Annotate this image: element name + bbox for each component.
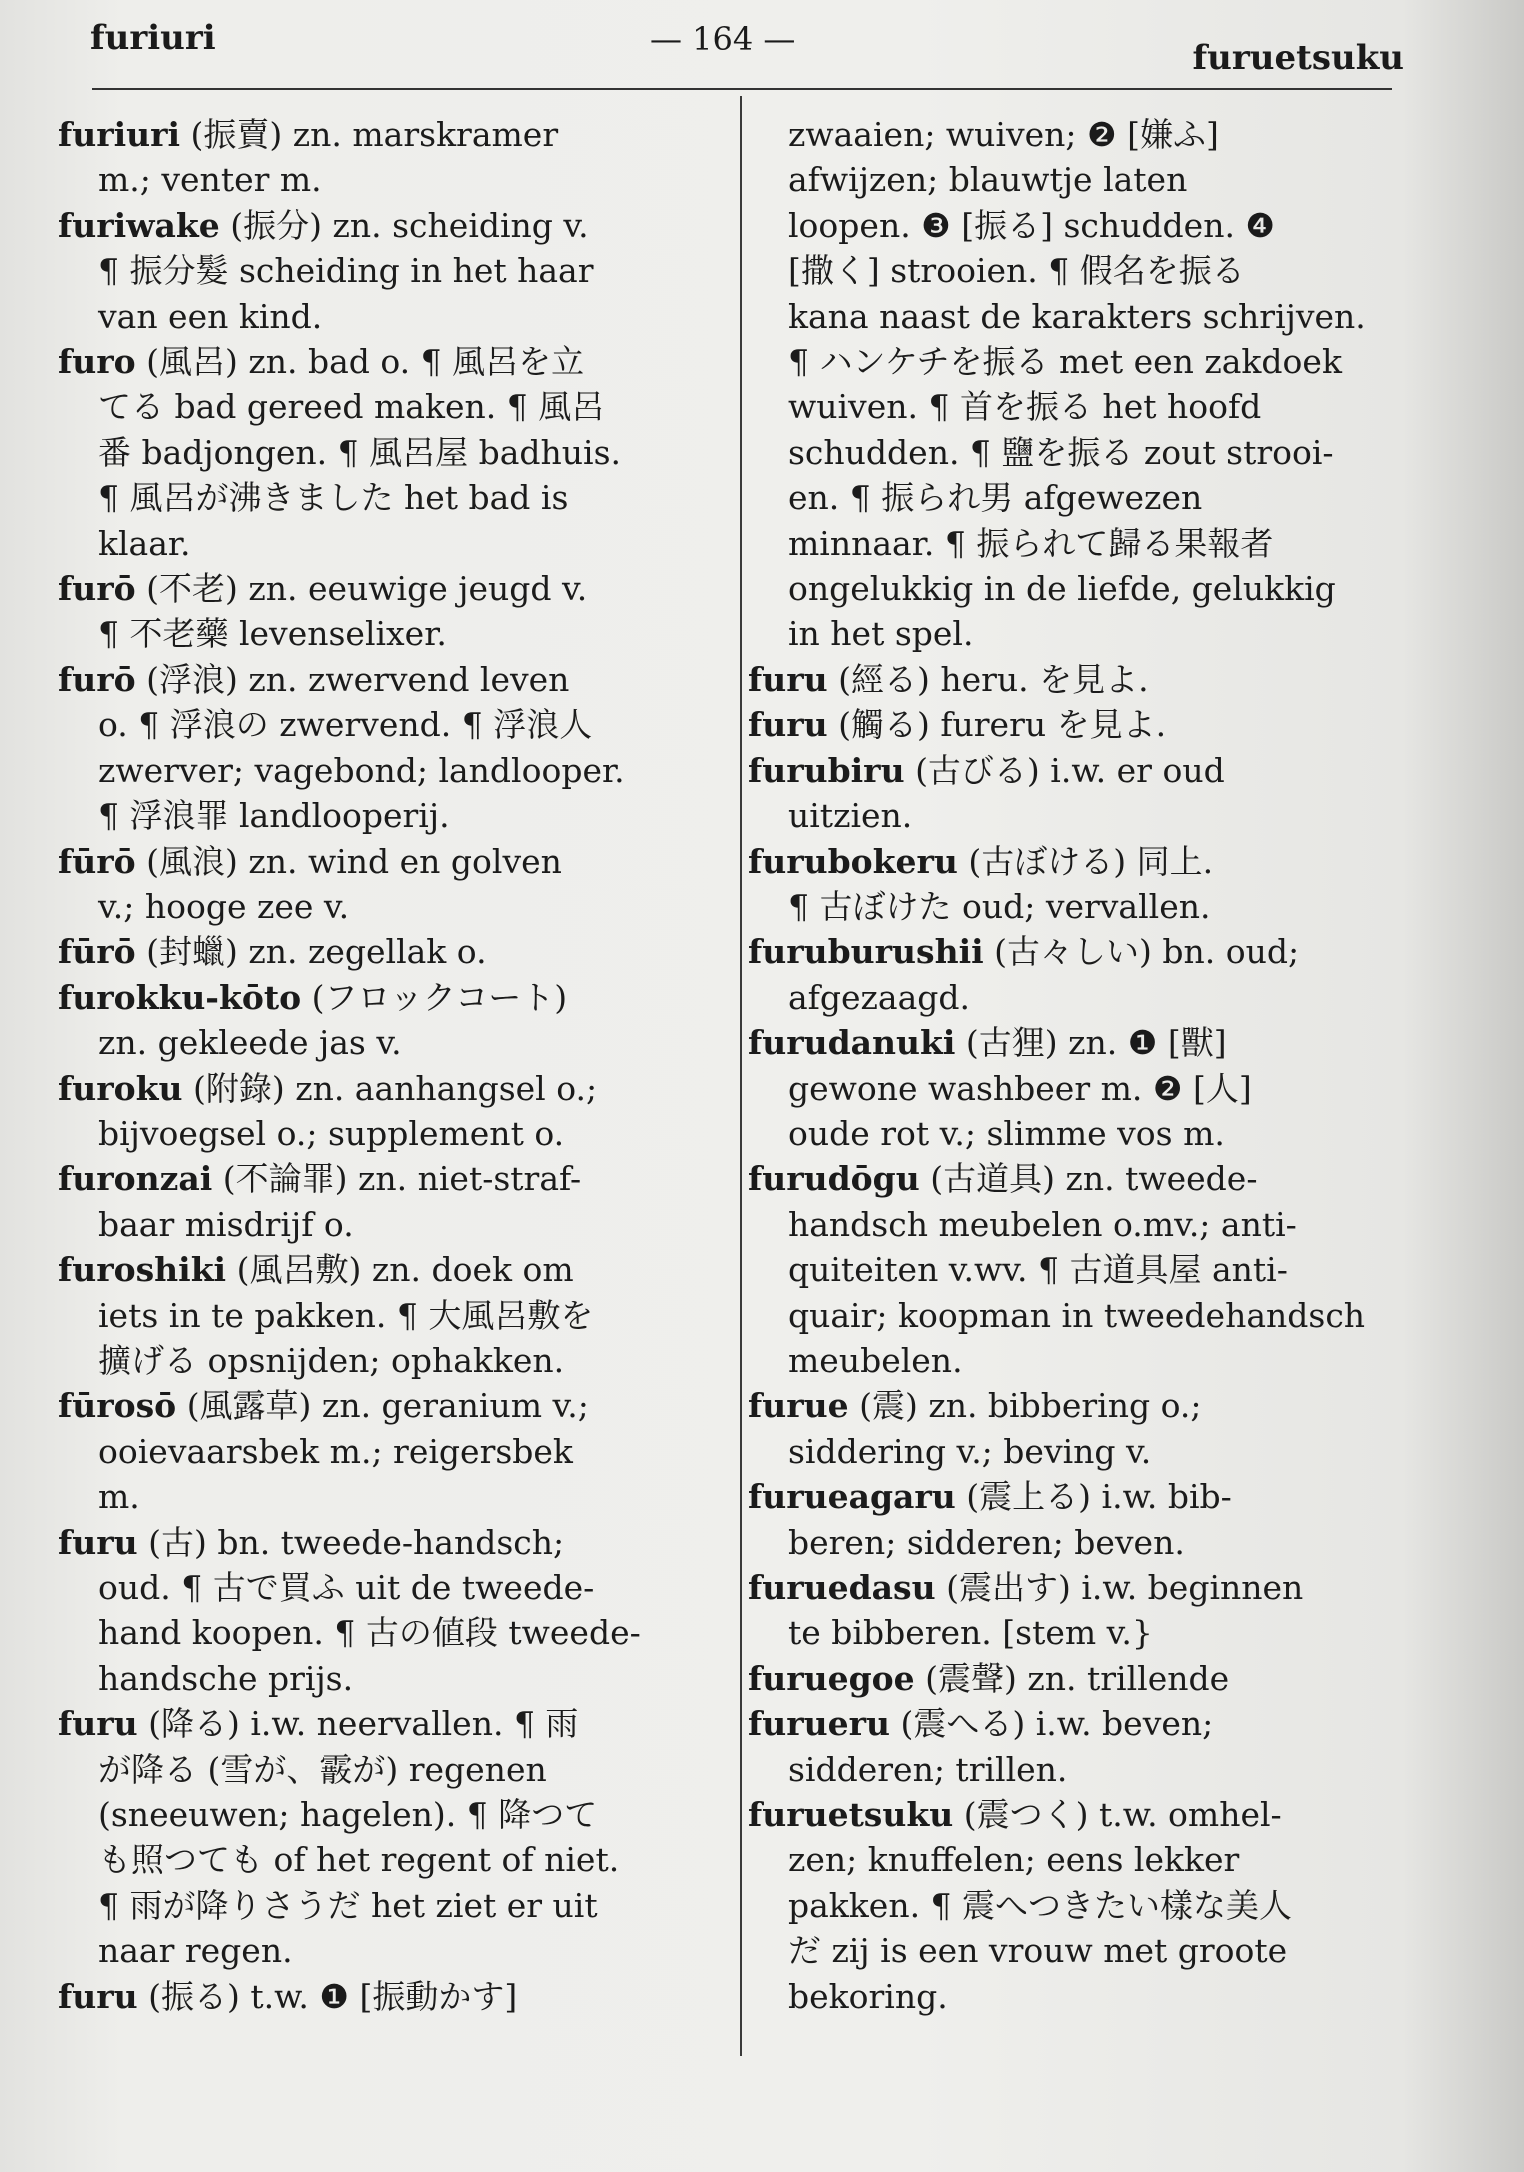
entry-line <box>748 748 1398 793</box>
entry-line <box>58 1066 713 1111</box>
headword: furu <box>58 1976 138 2016</box>
entry-line <box>58 384 713 429</box>
headword: furu <box>748 659 828 699</box>
dictionary-entry <box>58 657 713 839</box>
definition-text: (震つく) t.w. omhel- <box>963 1795 1282 1835</box>
entry-line <box>748 294 1398 339</box>
headword: furuedasu <box>748 1568 936 1607</box>
entry-line <box>58 112 713 157</box>
dictionary-entry <box>58 975 713 1066</box>
headword: furubiru <box>748 750 905 790</box>
entry-line <box>58 1429 713 1474</box>
definition-text: (風浪) zn. wind en golven <box>146 841 562 881</box>
definition-text: minnaar. ¶ 振られて歸る果報者 <box>788 523 1274 563</box>
dictionary-entry <box>748 112 1398 657</box>
headword: furuburushii <box>748 932 984 972</box>
headword: furonzai <box>58 1159 213 1199</box>
definition-text: 擴げる opsnijden; ophakken. <box>98 1340 565 1380</box>
definition-text: hand koopen. ¶ 古の値段 tweede- <box>98 1613 641 1653</box>
definition-text: kana naast de karakters schrijven. <box>788 296 1366 336</box>
entry-line <box>58 1020 713 1065</box>
entry-line <box>58 1202 713 1247</box>
entry-line <box>58 1111 713 1156</box>
definition-text: quiteiten v.wv. ¶ 古道具屋 anti- <box>788 1250 1288 1290</box>
headword: furuegoe <box>748 1658 915 1698</box>
dictionary-entry <box>748 929 1398 1020</box>
entry-line <box>748 1202 1398 1247</box>
entry-line <box>748 384 1398 429</box>
definition-text: zn. gekleede jas v. <box>98 1023 402 1063</box>
definition-text: (古) bn. tweede-handsch; <box>148 1522 565 1562</box>
definition-text: baar misdrijf o. <box>98 1204 354 1244</box>
entry-line <box>748 1066 1398 1111</box>
definition-text: schudden. ¶ 鹽を振る zout strooi- <box>788 432 1334 472</box>
entry-line <box>58 611 713 656</box>
entry-line <box>748 793 1398 838</box>
entry-line <box>58 1883 713 1928</box>
definition-text: beren; sidderen; beven. <box>788 1522 1185 1562</box>
dictionary-entry <box>748 1383 1398 1474</box>
headword: furoku <box>58 1068 183 1108</box>
headword: fūrosō <box>58 1386 177 1426</box>
definition-text: (古々しい) bn. oud; <box>994 932 1300 972</box>
right-column <box>748 112 1398 2019</box>
dictionary-entry <box>748 1701 1398 1792</box>
dictionary-entry <box>748 702 1398 747</box>
headword: fūrō <box>58 841 136 881</box>
dictionary-entry <box>748 1656 1398 1701</box>
definition-text: ¶ 不老藥 levenselixer. <box>98 614 447 654</box>
definition-text: m. <box>98 1477 140 1517</box>
definition-text: van een kind. <box>98 296 323 336</box>
entry-line <box>748 112 1398 157</box>
dictionary-entry <box>748 1474 1398 1565</box>
definition-text: (降る) i.w. neervallen. ¶ 雨 <box>148 1704 579 1744</box>
definition-text: pakken. ¶ 震へつきたい樣な美人 <box>788 1885 1293 1925</box>
entry-line <box>748 702 1398 747</box>
entry-line <box>748 1701 1398 1746</box>
definition-text: (震へる) i.w. beven; <box>900 1704 1214 1744</box>
definition-text: o. ¶ 浮浪の zwervend. ¶ 浮浪人 <box>98 705 593 745</box>
dictionary-entry <box>58 1974 713 2019</box>
entry-line <box>58 1974 713 2019</box>
definition-text: (震出す) i.w. beginnen <box>946 1568 1304 1607</box>
definition-text: siddering v.; beving v. <box>788 1431 1152 1471</box>
definition-text: (觸る) fureru を見よ. <box>838 705 1167 745</box>
headword: furue <box>748 1386 849 1426</box>
entry-line <box>748 1520 1398 1565</box>
page-number: — 164 — <box>650 20 796 58</box>
dictionary-entry <box>58 1701 713 1973</box>
entry-line <box>58 1837 713 1882</box>
definition-text: naar regen. <box>98 1931 293 1971</box>
dictionary-entry <box>58 339 713 566</box>
definition-text: wuiven. ¶ 首を振る het hoofd <box>788 387 1262 427</box>
headword: furueagaru <box>748 1477 956 1517</box>
headword: furueru <box>748 1704 890 1744</box>
entry-line <box>58 1156 713 1201</box>
headword: furu <box>58 1704 138 1744</box>
definition-text: [撒く] strooien. ¶ 假名を振る <box>788 251 1245 291</box>
definition-text: だ zij is een vrouw met groote <box>788 1931 1288 1971</box>
headword: furo <box>58 342 136 382</box>
definition-text: (不老) zn. eeuwige jeugd v. <box>146 569 588 609</box>
definition-text: (風露草) zn. geranium v.; <box>186 1386 589 1426</box>
entry-line <box>748 157 1398 202</box>
headword: furu <box>58 1522 138 1562</box>
definition-text: (古ぼける) 同上. <box>968 841 1214 881</box>
entry-line <box>58 1474 713 1519</box>
dictionary-entry <box>748 1565 1398 1656</box>
definition-text: handsch meubelen o.mv.; anti- <box>788 1204 1297 1244</box>
entry-line <box>58 1247 713 1292</box>
definition-text: loopen. ❸ [振る] schudden. ❹ <box>788 205 1276 245</box>
headword: furō <box>58 659 136 699</box>
entry-line <box>748 566 1398 611</box>
dictionary-entry <box>58 203 713 339</box>
definition-text: (古道具) zn. tweede- <box>930 1159 1258 1199</box>
definition-text: (經る) heru. を見よ. <box>838 659 1149 699</box>
entry-line <box>748 203 1398 248</box>
entry-line <box>58 1747 713 1792</box>
headword: furokku-kōto <box>58 977 302 1017</box>
entry-line <box>748 1928 1398 1973</box>
definition-text: oud. ¶ 古で買ふ uit de tweede- <box>98 1568 595 1607</box>
entry-line <box>58 1520 713 1565</box>
entry-line <box>58 430 713 475</box>
dictionary-entry <box>58 1066 713 1157</box>
definition-text: zen; knuffelen; eens lekker <box>788 1840 1240 1880</box>
definition-text: (震上る) i.w. bib- <box>966 1477 1232 1517</box>
entry-line <box>748 884 1398 929</box>
definition-text: in het spel. <box>788 614 974 654</box>
definition-text: (風呂) zn. bad o. ¶ 風呂を立 <box>146 342 585 382</box>
dictionary-entry <box>58 566 713 657</box>
left-column <box>58 112 713 2019</box>
entry-line <box>748 430 1398 475</box>
definition-text: afwijzen; blauwtje laten <box>788 160 1188 200</box>
header-rule <box>92 88 1392 90</box>
dictionary-entry <box>58 1520 713 1702</box>
definition-text: uitzien. <box>788 796 913 836</box>
entry-line <box>58 1701 713 1746</box>
headword: furu <box>748 705 828 745</box>
definition-text: (古びる) i.w. er oud <box>915 750 1225 790</box>
definition-text: が降る (雪が、霰が) regenen <box>98 1749 547 1789</box>
definition-text: (振賣) zn. marskramer <box>190 115 559 154</box>
definition-text: 番 badjongen. ¶ 風呂屋 badhuis. <box>98 432 622 472</box>
definition-text: quair; koopman in tweedehandsch <box>788 1295 1366 1335</box>
entry-line <box>58 748 713 793</box>
entry-line <box>748 1747 1398 1792</box>
definition-text: (振分) zn. scheiding v. <box>230 205 589 245</box>
entry-line <box>58 1565 713 1610</box>
headword: furubokeru <box>748 841 958 881</box>
entry-line <box>748 339 1398 384</box>
entry-line <box>748 839 1398 884</box>
definition-text: ¶ 浮浪罪 landlooperij. <box>98 796 450 836</box>
entry-line <box>748 248 1398 293</box>
dictionary-entry <box>58 839 713 930</box>
column-divider <box>740 96 742 2056</box>
definition-text: (風呂敷) zn. doek om <box>236 1250 574 1290</box>
definition-text: (震聲) zn. trillende <box>925 1658 1230 1698</box>
entry-line <box>748 1837 1398 1882</box>
entry-line <box>748 1293 1398 1338</box>
definition-text: gewone washbeer m. ❷ [人] <box>788 1068 1252 1108</box>
headword: furudanuki <box>748 1023 956 1063</box>
definition-text: zwerver; vagebond; landlooper. <box>98 750 625 790</box>
entry-line <box>748 1883 1398 1928</box>
headword: furiwake <box>58 205 220 245</box>
definition-text: ¶ 振分髮 scheiding in het haar <box>98 251 594 291</box>
header-right-guideword: furuetsuku <box>1192 38 1404 78</box>
definition-text: ooievaarsbek m.; reigersbek <box>98 1431 573 1471</box>
entry-line <box>748 975 1398 1020</box>
entry-line <box>748 1656 1398 1701</box>
entry-line <box>58 566 713 611</box>
entry-line <box>58 1656 713 1701</box>
entry-line <box>748 1383 1398 1428</box>
entry-line <box>748 521 1398 566</box>
definition-text: afgezaagd. <box>788 977 971 1017</box>
entry-line <box>58 1928 713 1973</box>
page-header <box>90 18 1404 78</box>
definition-text: (不論罪) zn. niet-straf- <box>222 1159 582 1199</box>
dictionary-entry <box>58 1156 713 1247</box>
entry-line <box>58 1293 713 1338</box>
entry-line <box>58 793 713 838</box>
dictionary-entry <box>748 1020 1398 1156</box>
definition-text: (sneeuwen; hagelen). ¶ 降つて <box>98 1795 598 1835</box>
entry-line <box>58 475 713 520</box>
definition-text: m.; venter m. <box>98 160 322 200</box>
definition-text: (封蠟) zn. zegellak o. <box>146 932 487 972</box>
entry-line <box>58 657 713 702</box>
definition-text: (附錄) zn. aanhangsel o.; <box>192 1068 598 1108</box>
definition-text: ¶ 雨が降りさうだ het ziet er uit <box>98 1885 598 1925</box>
entry-line <box>58 702 713 747</box>
entry-line <box>58 884 713 929</box>
dictionary-entry <box>748 839 1398 930</box>
entry-line <box>748 1974 1398 2019</box>
entry-line <box>748 1111 1398 1156</box>
definition-text: も照つても of het regent of niet. <box>98 1840 620 1880</box>
header-left-guideword: furiuri <box>90 18 216 58</box>
entry-line <box>748 929 1398 974</box>
headword: furuetsuku <box>748 1795 954 1835</box>
entry-line <box>748 1429 1398 1474</box>
definition-text: handsche prijs. <box>98 1658 354 1698</box>
entry-line <box>748 1338 1398 1383</box>
definition-text: ¶ 風呂が沸きました het bad is <box>98 478 569 518</box>
dictionary-entry <box>748 1792 1398 2019</box>
definition-text: sidderen; trillen. <box>788 1749 1068 1789</box>
definition-text: てる bad gereed maken. ¶ 風呂 <box>98 387 605 427</box>
dictionary-entry <box>748 1156 1398 1383</box>
entry-line <box>58 339 713 384</box>
entry-line <box>748 1792 1398 1837</box>
entry-line <box>58 203 713 248</box>
dictionary-entry <box>58 1247 713 1383</box>
definition-text: (フロックコート) <box>311 977 568 1017</box>
dictionary-entry <box>748 657 1398 702</box>
definition-text: ongelukkig in de liefde, gelukkig <box>788 569 1336 609</box>
definition-text: te bibberen. [stem v.} <box>788 1613 1153 1653</box>
definition-text: zwaaien; wuiven; ❷ [嫌ふ] <box>788 115 1219 154</box>
definition-text: ¶ ハンケチを振る met een zakdoek <box>788 342 1342 382</box>
entry-line <box>58 521 713 566</box>
definition-text: klaar. <box>98 523 191 563</box>
entry-line <box>58 1383 713 1428</box>
dictionary-entry <box>748 748 1398 839</box>
definition-text: ¶ 古ぼけた oud; vervallen. <box>788 886 1211 926</box>
definition-text: v.; hooge zee v. <box>98 886 350 926</box>
entry-line <box>58 1792 713 1837</box>
entry-line <box>748 1610 1398 1655</box>
definition-text: iets in te pakken. ¶ 大風呂敷を <box>98 1295 594 1335</box>
definition-text: bijvoegsel o.; supplement o. <box>98 1113 565 1153</box>
headword: fūrō <box>58 932 136 972</box>
dictionary-entry <box>58 929 713 974</box>
entry-line <box>58 157 713 202</box>
definition-text: bekoring. <box>788 1976 948 2016</box>
entry-line <box>58 1338 713 1383</box>
definition-text: (浮浪) zn. zwervend leven <box>146 659 570 699</box>
definition-text: (古狸) zn. ❶ [獸] <box>965 1023 1227 1063</box>
entry-line <box>748 1565 1398 1610</box>
entry-line <box>748 1156 1398 1201</box>
definition-text: (震) zn. bibbering o.; <box>859 1386 1202 1426</box>
entry-line <box>58 929 713 974</box>
entry-line <box>748 1474 1398 1519</box>
headword: furiuri <box>58 115 181 154</box>
entry-line <box>748 1247 1398 1292</box>
entry-line <box>748 1020 1398 1065</box>
definition-text: en. ¶ 振られ男 afgewezen <box>788 478 1203 518</box>
definition-text: oude rot v.; slimme vos m. <box>788 1113 1225 1153</box>
entry-line <box>58 839 713 884</box>
entry-line <box>58 975 713 1020</box>
entry-line <box>748 475 1398 520</box>
entry-line <box>58 294 713 339</box>
headword: furō <box>58 569 136 609</box>
headword: furudōgu <box>748 1159 920 1199</box>
entry-line <box>58 248 713 293</box>
headword: furoshiki <box>58 1250 227 1290</box>
definition-text: (振る) t.w. ❶ [振動かす] <box>148 1976 518 2016</box>
dictionary-entry <box>58 112 713 203</box>
dictionary-entry <box>58 1383 713 1519</box>
entry-line <box>748 611 1398 656</box>
entry-line <box>748 657 1398 702</box>
definition-text: meubelen. <box>788 1340 963 1380</box>
entry-line <box>58 1610 713 1655</box>
